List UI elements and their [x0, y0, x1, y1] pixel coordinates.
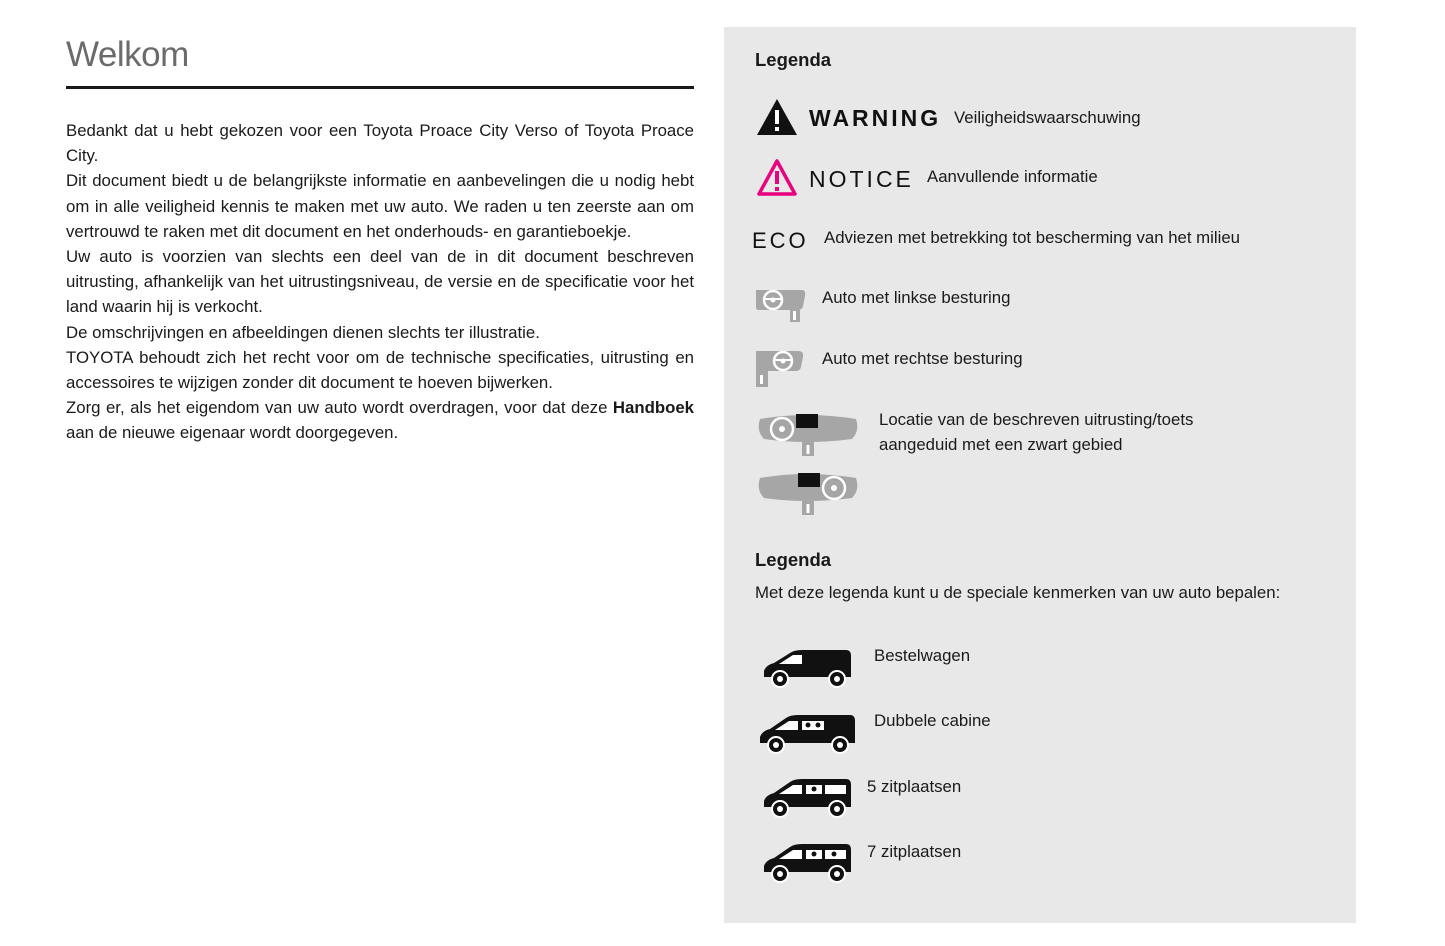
van-icon — [762, 647, 854, 689]
notice-word: NOTICE — [809, 166, 914, 192]
intro-paragraph: Dit document biedt u de belangrijkste informatie en aanbevelingen die u nodig hebt om in alle veiligheid kennis te maken met uw auto. We raden u ten zeerste aan om vertrouwd te raken met dit document en het onderhouds- en garantieboekje. — [66, 171, 694, 241]
warning-triangle-icon — [756, 98, 798, 136]
intro-paragraph: Bedankt dat u hebt gekozen voor een Toyota Proace City Verso of Toyota Proace City. — [66, 121, 694, 166]
page-title: Welkom — [66, 35, 189, 74]
seven-seat-van-icon — [762, 840, 854, 884]
rhd-description: Auto met rechtse besturing — [822, 349, 1023, 368]
seven-seat-label: 7 zitplaatsen — [867, 842, 962, 861]
eco-description: Adviezen met betrekking tot bescherming van het milieu — [824, 228, 1241, 247]
five-seat-van-icon — [762, 775, 854, 819]
van-label: Bestelwagen — [874, 646, 971, 665]
handbook-bold: Handboek — [612, 398, 694, 418]
handover-text-before: Zorg er, als het eigendom van uw auto wordt overdragen, voor dat deze — [66, 398, 613, 418]
welcome-section — [66, 30, 694, 446]
legend-panel — [724, 27, 1356, 923]
legend2-heading: Legenda — [755, 549, 832, 570]
intro-paragraph: Uw auto is voorzien van slechts een deel van de in dit document beschreven uitrusting, afhankelijk van het uitrustingsniveau, de versie en de specificatie voor het land waarin hij is verkocht. — [66, 247, 694, 317]
intro-paragraph: TOYOTA behoudt zich het recht voor om de technische specificaties, uitrusting en accessoires te wijzigen zonder dit document te hoeven bijwerken. — [66, 347, 694, 393]
notice-triangle-icon — [756, 158, 798, 196]
intro-paragraph: De omschrijvingen en afbeeldingen dienen slechts ter illustratie. — [66, 322, 540, 342]
eco-word: ECO — [752, 228, 809, 253]
legend2-intro: Met deze legenda kunt u de speciale kenmerken van uw auto bepalen: — [755, 583, 1281, 602]
warning-word: WARNING — [809, 105, 942, 131]
dashboard-location-icon — [756, 409, 860, 459]
double-cab-van-icon — [758, 711, 858, 755]
location-description: Locatie van de beschreven uitrusting/toets aangeduid met een zwart gebied — [879, 410, 1194, 455]
dashboard-location-rhd-icon — [756, 468, 860, 518]
five-seat-label: 5 zitplaatsen — [867, 777, 962, 796]
intro-text — [66, 118, 694, 446]
double-cab-label: Dubbele cabine — [874, 711, 991, 730]
intro-paragraph-handover — [66, 395, 694, 445]
handover-text-after: aan de nieuwe eigenaar wordt doorgegeven. — [66, 423, 399, 443]
warning-description: Veiligheidswaarschuwing — [954, 108, 1141, 127]
notice-description: Aanvullende informatie — [927, 167, 1098, 186]
title-divider — [66, 86, 694, 89]
right-hand-drive-icon — [754, 345, 806, 391]
lhd-description: Auto met linkse besturing — [822, 288, 1011, 307]
legend-heading: Legenda — [755, 49, 832, 70]
left-hand-drive-icon — [754, 284, 806, 326]
